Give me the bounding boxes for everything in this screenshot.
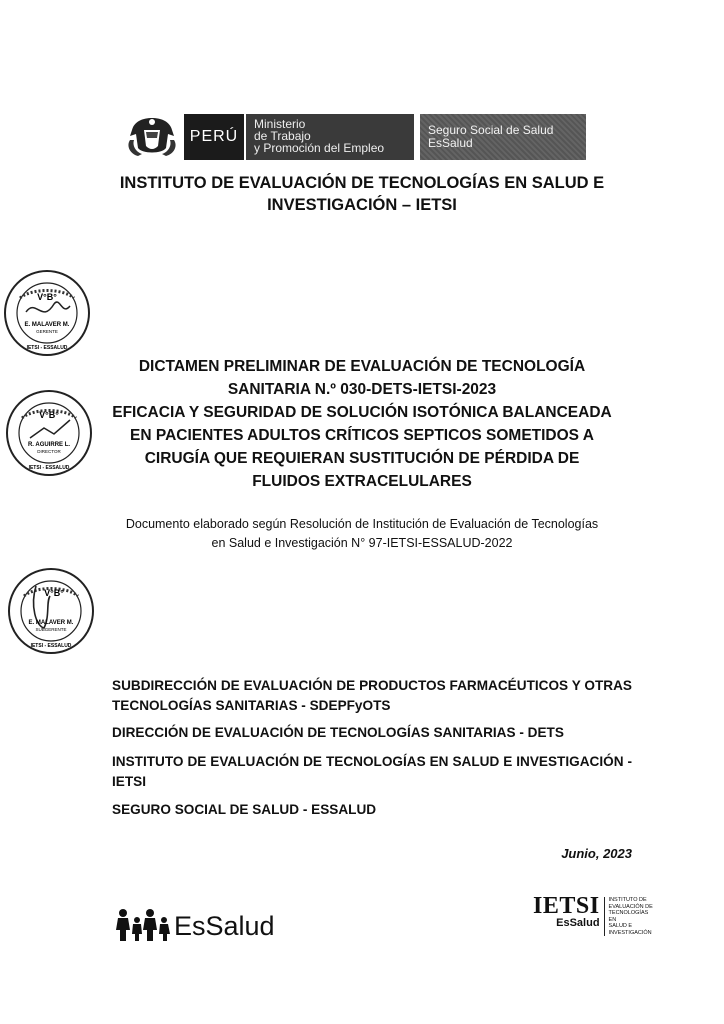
essalud-logo-text: EsSalud: [174, 911, 275, 941]
approval-stamp: [6, 566, 96, 656]
approval-stamp: [2, 268, 92, 358]
stamp-role: DIRECTOR: [37, 449, 61, 454]
header-logo-banner: [124, 114, 586, 160]
stamp-name: R. AGUIRRE L.: [27, 442, 71, 448]
dictamen-line: EFICACIA Y SEGURIDAD DE SOLUCIÓN ISOTÓNICA BALANCEADA: [112, 404, 612, 421]
document-note: [100, 515, 624, 553]
essalud-label: [420, 114, 586, 160]
stamp-name: E. MALAVER M.: [28, 620, 74, 626]
dictamen-title: [90, 355, 634, 493]
ietsi-caption-line: INVESTIGACIÓN: [608, 929, 652, 936]
ietsi-caption-line: INSTITUTO DE: [608, 897, 647, 903]
dictamen-line: FLUIDOS EXTRACELULARES: [252, 473, 472, 490]
ministry-line: y Promoción del Empleo: [254, 141, 385, 155]
document-date: Junio, 2023: [561, 846, 632, 861]
peru-coat-of-arms-icon: [124, 114, 180, 160]
ietsi-logo-caption: [604, 897, 655, 936]
dictamen-line: DICTAMEN PRELIMINAR DE EVALUACIÓN DE TECNOLOGÍA: [138, 358, 586, 375]
ietsi-logo-text: IETSI: [533, 893, 600, 919]
institute-title-line: INVESTIGACIÓN – IETSI: [267, 196, 457, 214]
department-essalud: SEGURO SOCIAL DE SALUD - ESSALUD: [112, 802, 377, 817]
essalud-logo: [114, 902, 275, 942]
stamp-vb: V°B°: [44, 588, 64, 598]
dictamen-line: SANITARIA N.º 030-DETS-IETSI-2023: [227, 381, 497, 398]
approval-stamp: [4, 388, 94, 478]
stamp-ring-text: IETSI - ESSALUD: [30, 643, 72, 649]
ministry-line: de Trabajo: [254, 129, 311, 143]
ietsi-logo-sub: EsSalud: [556, 917, 600, 929]
stamp-vb: V°B°: [39, 410, 59, 420]
department-dets: DIRECCIÓN DE EVALUACIÓN DE TECNOLOGÍAS SANITARIAS - DETS: [112, 725, 564, 740]
document-note-line: en Salud e Investigación N° 97-IETSI-ESSALUD-2022: [211, 536, 513, 550]
essalud-line: Seguro Social de Salud: [428, 123, 554, 137]
department-sdepfyots: SUBDIRECCIÓN DE EVALUACIÓN DE PRODUCTOS FARMACÉUTICOS Y OTRAS TECNOLOGÍAS SANITARIAS - SDEPFyOTS: [112, 678, 632, 713]
family-figures-icon: [114, 908, 172, 942]
ietsi-caption-line: SALUD E: [608, 923, 633, 929]
dictamen-line: EN PACIENTES ADULTOS CRÍTICOS SEPTICOS SOMETIDOS A: [130, 427, 594, 444]
ministry-line: Ministerio: [254, 117, 306, 131]
ietsi-logo: [533, 895, 655, 936]
stamp-ring-text: IETSI - ESSALUD: [26, 345, 68, 351]
stamp-ring-text: IETSI - ESSALUD: [28, 465, 70, 471]
institute-title: [0, 172, 724, 216]
dictamen-line: CIRUGÍA QUE REQUIERAN SUSTITUCIÓN DE PÉRDIDA DE: [144, 450, 580, 467]
stamp-name: E. MALAVER M.: [24, 322, 70, 328]
document-note-line: Documento elaborado según Resolución de Institución de Evaluación de Tecnologías: [125, 517, 599, 531]
stamp-vb: V°B°: [37, 292, 57, 302]
department-ietsi: INSTITUTO DE EVALUACIÓN DE TECNOLOGÍAS EN SALUD E INVESTIGACIÓN - IETSI: [112, 754, 632, 789]
essalud-line: EsSalud: [428, 136, 473, 150]
stamp-role: SUBGERENTE: [35, 627, 67, 632]
institute-title-line: INSTITUTO DE EVALUACIÓN DE TECNOLOGÍAS EN SALUD E: [119, 174, 605, 192]
peru-label: PERÚ: [184, 114, 244, 160]
ietsi-caption-line: TECNOLOGÍAS EN: [608, 910, 649, 923]
ietsi-caption-line: EVALUACIÓN DE: [608, 903, 653, 910]
stamp-role: GERENTE: [36, 329, 58, 334]
ministry-label: [246, 114, 414, 160]
